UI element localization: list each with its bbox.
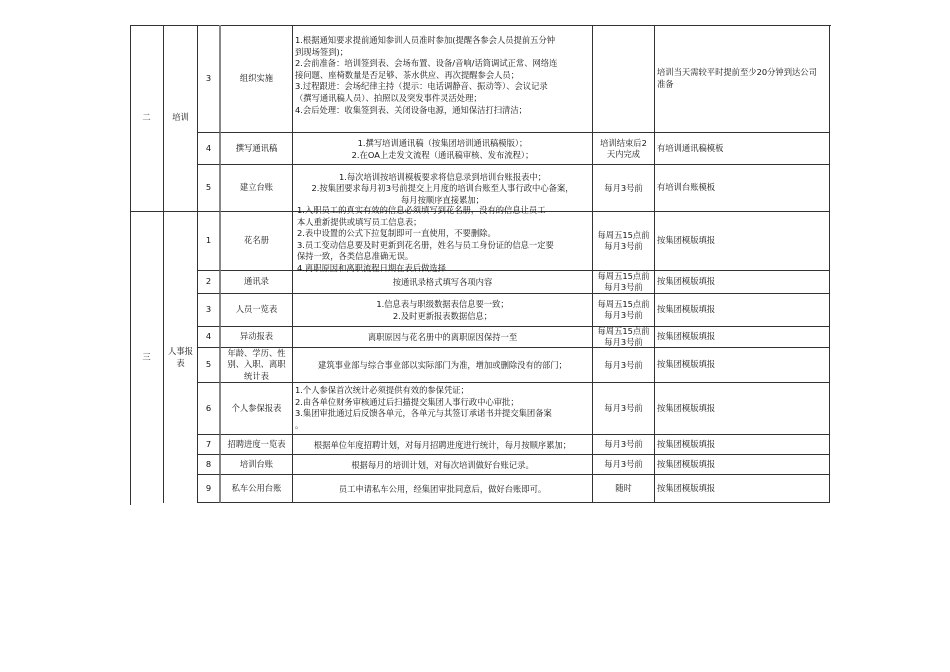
section-number: 二	[130, 25, 164, 212]
content-line: 4.离职原因和离职流程日期在表后做选择	[297, 262, 446, 273]
item-name: 组织实施	[221, 25, 293, 133]
item-name: 异动报表	[221, 327, 293, 348]
content-line: 到现场签到)；	[295, 46, 349, 57]
row-number: 2	[198, 271, 221, 294]
content-line: 1.信息表与职级数据表信息要一致；	[376, 299, 509, 310]
row-number: 4	[198, 133, 221, 165]
remark: 按集团模版填报	[655, 348, 830, 383]
row-number: 7	[198, 435, 221, 455]
item-name: 人员一览表	[221, 294, 293, 327]
remark: 按集团模版填报	[655, 475, 830, 503]
content-line: 本人重新提供或填写员工信息表；	[297, 216, 422, 227]
content-line: （撰写通讯稿人员）、拍照以及突发事件灵活处理；	[295, 92, 482, 103]
remark: 按集团模版填报	[655, 435, 830, 455]
remark: 按集团模版填报	[655, 212, 830, 271]
content-line: 1.每次培训按培训模板要求将信息录到培训台账报表中；	[338, 171, 547, 182]
content-line: 3.过程跟进：会场纪律主持（提示：电话调静音、振动等）、会议记录	[295, 81, 548, 92]
item-content	[293, 475, 593, 503]
content-line: 每月按顺序直接累加；	[401, 194, 484, 205]
row-number: 4	[198, 327, 221, 348]
deadline	[593, 25, 655, 133]
remark: 有培训通讯稿模板	[655, 133, 830, 165]
row-number: 8	[198, 455, 221, 475]
remark: 按集团模版填报	[655, 271, 830, 294]
item-content	[293, 455, 593, 475]
content-line: 根据单位年度招聘计划，对每月招聘进度进行统计，每月按顺序累加；	[313, 439, 572, 450]
item-name: 培训台账	[221, 455, 293, 475]
remark: 培训当天需较平时提前至少20分钟到达公司准备	[655, 25, 830, 133]
deadline: 每周五15点前 每月3号前	[593, 327, 655, 348]
content-line: 2.由各单位财务审核通过后扫描提交集团人事行政中心审批；	[295, 396, 519, 407]
remark: 有培训台账模板	[655, 165, 830, 212]
item-name: 花名册	[221, 212, 293, 271]
content-line: 根据每月的培训计划，对每次培训做好台账记录。	[351, 459, 534, 470]
content-line: 1.入职员工的真实有效的信息必须填写到花名册，没有的信息让员工	[297, 205, 546, 215]
remark: 按集团模版填报	[655, 294, 830, 327]
row-number: 5	[198, 348, 221, 383]
section-category: 人事报表	[164, 212, 198, 503]
content-line: 3.集团审批通过后反馈各单元，各单元与其签订承诺书并提交集团备案	[295, 408, 552, 419]
deadline: 培训结束后2天内完成	[593, 133, 655, 165]
content-lines	[295, 205, 590, 275]
item-content	[293, 348, 593, 383]
content-line: 3.员工变动信息要及时更新到花名册，姓名与员工身份证的信息一定要	[297, 239, 554, 250]
row-number: 6	[198, 383, 221, 435]
row-number: 5	[198, 165, 221, 212]
content-line: 2.在OA上走发文流程（通讯稿审核、发布流程）；	[351, 149, 534, 160]
deadline: 每月3号前	[593, 435, 655, 455]
item-name: 撰写通讯稿	[221, 133, 293, 165]
row-number: 1	[198, 212, 221, 271]
content-line: 4.会后处理：收集签到表、关闭设备电源，通知保洁打扫清洁；	[295, 104, 527, 115]
content-line: 1.个人参保首次统计必须提供有效的参保凭证；	[295, 385, 469, 395]
remark: 按集团模版填报	[655, 455, 830, 475]
content-line: 2.表中设置的公式下拉复制即可一直使用，不要删除。	[297, 228, 496, 239]
item-name: 通讯录	[221, 271, 293, 294]
content-line: 员工申请私车公用，经集团审批同意后，做好台账即可。	[338, 483, 547, 494]
remark: 按集团模版填报	[655, 383, 830, 435]
item-content	[293, 383, 593, 435]
deadline: 每月3号前	[593, 165, 655, 212]
content-line: 保持一致，各类信息准确无误。	[297, 251, 414, 262]
item-content	[293, 205, 593, 273]
deadline: 每月3号前	[593, 455, 655, 475]
item-name: 个人参保报表	[221, 383, 293, 435]
content-line: 1.根据通知要求提前通知参训人员准时参加(提醒各参会人员提前五分钟	[295, 35, 556, 45]
content-line: 。	[295, 419, 304, 430]
item-content	[293, 294, 593, 327]
section-category: 培训	[164, 25, 198, 212]
content-line: 2.按集团要求每月初3号前提交上月度的培训台账至人事行政中心备案，	[311, 183, 574, 194]
content-line: 按通讯录格式填写各项内容	[392, 277, 493, 288]
row-number: 3	[198, 25, 221, 133]
item-name: 年龄、学历、性别、入职、离职统计表	[221, 348, 293, 383]
deadline: 每周五15点前 每月3号前	[593, 212, 655, 271]
item-name: 招聘进度一览表	[221, 435, 293, 455]
deadline: 每月3号前	[593, 383, 655, 435]
item-content	[293, 133, 593, 165]
content-line: 离职原因与花名册中的离职原因保持一至	[367, 332, 518, 343]
item-name: 建立台账	[221, 165, 293, 212]
item-content	[293, 25, 593, 133]
deadline: 每月3号前	[593, 348, 655, 383]
item-name: 私车公用台账	[221, 475, 293, 503]
content-line: 1.撰写培训通讯稿（按集团培训通讯稿模版）；	[357, 137, 528, 148]
content-line: 接问题、座椅数量是否足够、茶水供应、再次提醒参会人员；	[295, 69, 520, 80]
deadline: 每周五15点前 每月3号前	[593, 271, 655, 294]
deadline: 随时	[593, 475, 655, 503]
item-content	[293, 271, 593, 294]
item-content	[293, 327, 593, 348]
content-line: 2.会前准备：培训签到表、会场布置、设备/音响/话筒调试正常、网络连	[295, 58, 558, 69]
row-number: 3	[198, 294, 221, 327]
deadline: 每周五15点前 每月3号前	[593, 294, 655, 327]
section-number: 三	[130, 212, 164, 503]
content-line: 2.及时更新报表数据信息；	[392, 311, 493, 321]
item-content	[293, 435, 593, 455]
row-number: 9	[198, 475, 221, 503]
content-line: 建筑事业部与综合事业部以实际部门为准，增加或删除没有的部门；	[318, 360, 567, 371]
remark: 按集团模版填报	[655, 327, 830, 348]
